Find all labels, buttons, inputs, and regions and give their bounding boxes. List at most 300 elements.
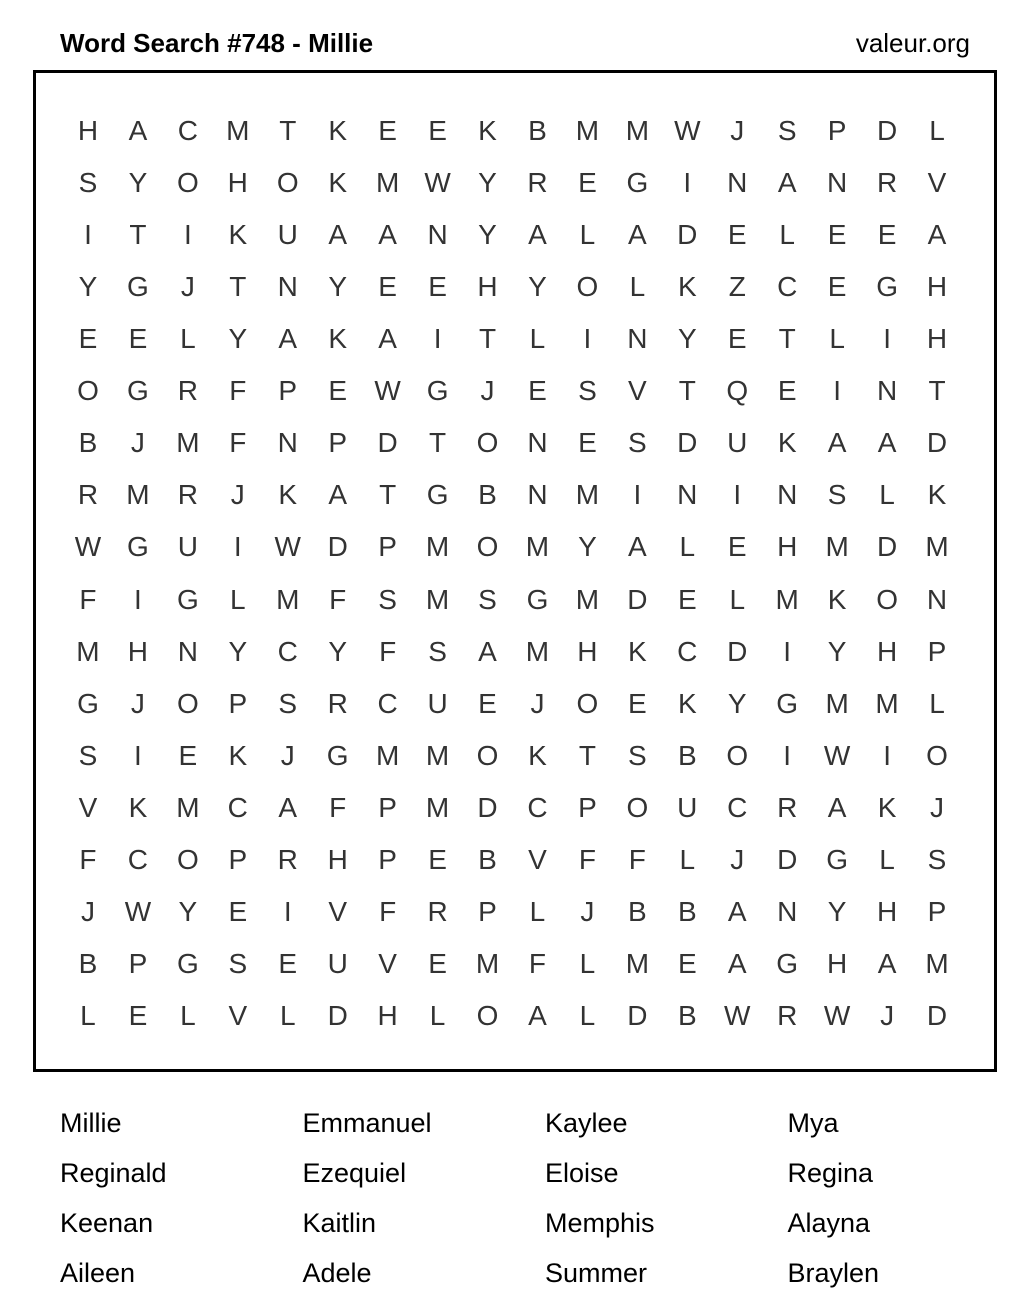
grid-letter: E (428, 843, 447, 875)
grid-letter: D (377, 427, 398, 459)
grid-letter: K (328, 167, 348, 199)
grid-letter: V (78, 791, 98, 823)
grid-letter: D (627, 583, 648, 615)
grid-letter: H (227, 167, 248, 199)
grid-letter: B (528, 115, 547, 147)
word-item: Braylen (787, 1257, 880, 1288)
grid-letter: H (327, 843, 348, 875)
grid-letter: P (228, 843, 248, 875)
grid-letter: K (228, 739, 248, 771)
grid-letter: D (926, 427, 948, 459)
grid-letter: Q (726, 375, 749, 407)
grid-letter: P (578, 791, 597, 823)
grid-letter: S (628, 739, 647, 771)
word-item: Alayna (787, 1207, 871, 1238)
word-item: Kaitlin (302, 1207, 377, 1238)
grid-letter: E (128, 999, 148, 1031)
grid-letter: T (229, 271, 247, 303)
grid-letter: Y (78, 271, 98, 303)
grid-letter: F (329, 583, 347, 615)
grid-letter: N (926, 583, 948, 615)
grid-letter: M (575, 583, 600, 615)
grid-letter: I (783, 635, 792, 667)
grid-letter: I (84, 219, 92, 251)
grid-letter: F (578, 843, 596, 875)
grid-letter: O (576, 271, 599, 303)
grid-letter: E (578, 427, 597, 459)
grid-letter: A (628, 219, 647, 251)
grid-letter: P (378, 843, 397, 875)
grid-letter: G (776, 687, 799, 719)
grid-letter: K (777, 427, 797, 459)
grid-letter: E (727, 219, 747, 251)
grid-letter: M (825, 687, 849, 719)
grid-letter: Y (328, 271, 348, 303)
grid-letter: J (130, 427, 145, 459)
grid-letter: M (76, 635, 100, 667)
grid-letter: S (628, 427, 647, 459)
grid-letter: O (176, 687, 199, 719)
grid-letter: P (378, 531, 397, 563)
puzzle-grid (33, 70, 997, 1072)
grid-letter: E (78, 323, 98, 355)
grid-letter: F (79, 583, 97, 615)
grid-letter: P (827, 115, 847, 147)
grid-letter: V (628, 375, 647, 407)
grid-letter: D (327, 999, 348, 1031)
grid-letter: K (128, 791, 148, 823)
grid-letter: J (480, 375, 495, 407)
grid-letter: K (528, 739, 547, 771)
grid-letter: U (677, 791, 698, 823)
grid-letter: L (779, 219, 795, 251)
grid-letter: M (775, 583, 799, 615)
grid-letter: M (425, 531, 450, 563)
grid-letter: C (377, 687, 398, 719)
grid-letter: S (927, 843, 947, 875)
grid-letter: L (729, 583, 746, 615)
grid-letter: K (927, 479, 947, 511)
grid-letter: A (827, 791, 847, 823)
grid-letter: N (527, 479, 548, 511)
grid-letter: M (226, 115, 250, 147)
word-item: Memphis (545, 1207, 655, 1238)
grid-letter: O (176, 843, 199, 875)
grid-letter: T (678, 375, 696, 407)
grid-letter: N (527, 427, 548, 459)
word-item: Mya (787, 1107, 839, 1138)
grid-letter: V (927, 167, 947, 199)
grid-letter: S (278, 687, 298, 719)
grid-letter: C (777, 271, 798, 303)
grid-letter: P (228, 687, 248, 719)
grid-letter: V (378, 947, 397, 979)
grid-letter: O (876, 583, 898, 615)
grid-letter: A (827, 427, 847, 459)
grid-letter: A (727, 895, 747, 927)
grid-letter: G (426, 375, 449, 407)
grid-letter: D (876, 531, 898, 563)
word-item: Keenan (60, 1207, 154, 1238)
grid-letter: O (726, 739, 749, 771)
grid-letter: I (583, 323, 592, 355)
grid-letter: A (727, 947, 747, 979)
grid-letter: G (776, 947, 799, 979)
grid-letter: E (628, 687, 647, 719)
grid-letter: G (876, 271, 898, 303)
grid-letter: E (378, 115, 397, 147)
grid-letter: N (277, 427, 298, 459)
grid-letter: I (433, 323, 442, 355)
grid-letter: M (475, 947, 500, 979)
grid-letter: G (176, 947, 199, 979)
grid-letter: W (724, 999, 751, 1031)
grid-letter: E (528, 375, 547, 407)
grid-letter: O (476, 427, 499, 459)
grid-letter: T (379, 479, 397, 511)
grid-letter: N (177, 635, 198, 667)
grid-letter: W (374, 375, 401, 407)
grid-letter: E (827, 271, 847, 303)
grid-letter: A (478, 635, 497, 667)
word-item: Emmanuel (302, 1107, 432, 1138)
grid-letter: V (528, 843, 547, 875)
grid-letter: M (375, 739, 400, 771)
grid-letter: J (180, 271, 195, 303)
grid-letter: A (378, 219, 397, 251)
grid-letter: F (379, 895, 397, 927)
grid-letter: O (276, 167, 299, 199)
grid-letter: E (677, 947, 697, 979)
grid-letter: J (530, 687, 545, 719)
grid-letter: M (625, 115, 650, 147)
grid-letter: C (527, 791, 548, 823)
grid-letter: Y (727, 687, 747, 719)
word-item: Ezequiel (302, 1157, 407, 1188)
grid-letter: B (478, 479, 497, 511)
grid-letter: G (127, 271, 149, 303)
grid-letter: H (876, 635, 898, 667)
grid-letter: A (278, 791, 298, 823)
grid-letter: D (677, 219, 698, 251)
grid-letter: C (227, 791, 248, 823)
word-item: Eloise (545, 1157, 619, 1188)
grid-letter: A (877, 427, 897, 459)
grid-letter: R (777, 791, 798, 823)
puzzle-grid-letters (63, 105, 962, 1042)
grid-letter: K (478, 115, 497, 147)
grid-letter: J (930, 791, 945, 823)
grid-letter: M (525, 531, 550, 563)
grid-letter: P (378, 791, 397, 823)
grid-letter: E (128, 323, 148, 355)
grid-letter: L (879, 843, 895, 875)
word-item: Reginald (60, 1157, 167, 1188)
grid-letter: H (577, 635, 598, 667)
grid-letter: F (79, 843, 97, 875)
grid-letter: M (425, 791, 450, 823)
grid-letter: P (278, 375, 298, 407)
grid-letter: E (727, 531, 747, 563)
grid-letter: R (327, 687, 348, 719)
grid-letter: Z (728, 271, 746, 303)
grid-letter: W (674, 115, 701, 147)
grid-letter: B (677, 895, 697, 927)
grid-letter: K (228, 219, 248, 251)
grid-letter: N (727, 167, 748, 199)
grid-letter: M (625, 947, 650, 979)
grid-letter: W (74, 531, 102, 563)
grid-letter: U (427, 687, 448, 719)
grid-letter: K (328, 115, 348, 147)
grid-letter: K (677, 271, 697, 303)
grid-letter: B (677, 739, 697, 771)
grid-letter: S (78, 167, 98, 199)
grid-letter: A (628, 531, 647, 563)
grid-letter: N (876, 375, 898, 407)
grid-letter: F (379, 635, 397, 667)
grid-letter: I (883, 739, 891, 771)
grid-letter: S (777, 115, 797, 147)
grid-letter: B (677, 999, 697, 1031)
grid-letter: M (925, 947, 949, 979)
grid-letter: Y (478, 167, 497, 199)
grid-letter: N (277, 271, 298, 303)
grid-letter: M (825, 531, 849, 563)
grid-letter: S (478, 583, 497, 615)
grid-letter: O (476, 999, 499, 1031)
grid-letter: J (730, 843, 745, 875)
grid-letter: R (876, 167, 898, 199)
word-item: Adele (302, 1257, 372, 1288)
grid-letter: Y (528, 271, 547, 303)
grid-letter: B (78, 427, 98, 459)
grid-letter: H (377, 999, 398, 1031)
grid-letter: S (378, 583, 397, 615)
grid-letter: D (727, 635, 748, 667)
grid-letter: O (626, 791, 649, 823)
word-list (60, 1098, 1030, 1298)
grid-letter: O (476, 531, 499, 563)
grid-letter: L (180, 999, 196, 1031)
grid-letter: H (777, 531, 798, 563)
grid-letter: M (276, 583, 300, 615)
grid-letter: L (579, 219, 596, 251)
grid-letter: L (929, 687, 945, 719)
grid-letter: D (777, 843, 798, 875)
grid-letter: L (429, 999, 446, 1031)
grid-letter: O (926, 739, 948, 771)
grid-letter: C (277, 635, 298, 667)
grid-letter: I (733, 479, 742, 511)
grid-letter: E (827, 219, 847, 251)
grid-letter: E (428, 115, 447, 147)
grid-letter: O (576, 687, 599, 719)
grid-letter: M (126, 479, 150, 511)
grid-letter: C (127, 843, 149, 875)
grid-letter: L (879, 479, 895, 511)
grid-letter: K (628, 635, 647, 667)
grid-letter: L (679, 531, 696, 563)
grid-letter: D (876, 115, 898, 147)
grid-letter: H (876, 895, 898, 927)
grid-letter: M (176, 791, 200, 823)
grid-letter: L (829, 323, 845, 355)
grid-letter: B (78, 947, 98, 979)
grid-letter: V (328, 895, 348, 927)
grid-letter: M (375, 167, 400, 199)
grid-letter: S (78, 739, 98, 771)
grid-letter: L (679, 843, 696, 875)
grid-letter: U (327, 947, 348, 979)
grid-letter: N (427, 219, 448, 251)
grid-letter: A (528, 219, 547, 251)
grid-letter: R (277, 843, 298, 875)
grid-letter: H (827, 947, 848, 979)
grid-letter: M (525, 635, 550, 667)
grid-letter: A (328, 479, 348, 511)
grid-letter: K (328, 323, 348, 355)
grid-letter: Y (827, 635, 847, 667)
grid-letter: N (677, 479, 698, 511)
grid-letter: M (925, 531, 949, 563)
grid-letter: J (280, 739, 295, 771)
grid-letter: M (875, 687, 899, 719)
grid-letter: R (177, 479, 198, 511)
grid-letter: G (326, 739, 349, 771)
grid-letter: K (827, 583, 847, 615)
grid-letter: P (927, 635, 947, 667)
grid-letter: I (183, 219, 192, 251)
grid-letter: N (777, 895, 798, 927)
grid-letter: H (127, 635, 149, 667)
grid-letter: I (134, 583, 142, 615)
grid-letter: I (883, 323, 891, 355)
grid-letter: S (428, 635, 447, 667)
grid-letter: W (823, 739, 851, 771)
grid-letter: F (329, 791, 347, 823)
grid-letter: P (128, 947, 148, 979)
grid-letter: G (826, 843, 849, 875)
grid-letter: T (928, 375, 946, 407)
grid-letter: M (425, 583, 450, 615)
grid-letter: L (180, 323, 196, 355)
grid-letter: B (628, 895, 647, 927)
grid-letter: S (827, 479, 847, 511)
grid-letter: Y (677, 323, 697, 355)
grid-letter: Y (228, 635, 248, 667)
grid-letter: T (578, 739, 596, 771)
grid-letter: R (527, 167, 548, 199)
word-item: Aileen (60, 1257, 136, 1288)
grid-letter: I (833, 375, 842, 407)
grid-letter: P (478, 895, 497, 927)
grid-letter: J (880, 999, 895, 1031)
grid-letter: C (177, 115, 198, 147)
grid-letter: G (77, 687, 99, 719)
grid-letter: L (529, 895, 546, 927)
grid-letter: L (579, 999, 596, 1031)
grid-letter: W (274, 531, 301, 563)
grid-letter: J (80, 895, 95, 927)
grid-letter: N (627, 323, 648, 355)
grid-letter: M (575, 479, 600, 511)
grid-letter: S (578, 375, 597, 407)
grid-letter: M (176, 427, 200, 459)
grid-letter: A (278, 323, 298, 355)
grid-letter: K (677, 687, 697, 719)
grid-letter: E (578, 167, 597, 199)
grid-letter: K (278, 479, 298, 511)
grid-letter: N (777, 479, 798, 511)
grid-letter: V (228, 999, 248, 1031)
grid-letter: S (228, 947, 248, 979)
grid-letter: G (127, 531, 149, 563)
grid-letter: E (428, 271, 447, 303)
grid-letter: O (176, 167, 199, 199)
grid-letter: E (478, 687, 497, 719)
grid-letter: D (926, 999, 948, 1031)
grid-letter: N (827, 167, 848, 199)
grid-letter: A (528, 999, 547, 1031)
word-item: Summer (545, 1257, 648, 1288)
grid-letter: E (178, 739, 198, 771)
grid-letter: C (677, 635, 698, 667)
grid-letter: T (478, 323, 497, 355)
grid-letter: C (727, 791, 748, 823)
grid-letter: B (478, 843, 497, 875)
grid-letter: E (328, 375, 348, 407)
puzzle-title: Word Search #748 - Millie (60, 28, 374, 58)
grid-letter: T (778, 323, 796, 355)
page-header (60, 28, 970, 58)
grid-letter: U (727, 427, 748, 459)
word-item: Regina (787, 1157, 874, 1188)
grid-letter: F (528, 947, 547, 979)
grid-letter: Y (578, 531, 597, 563)
grid-letter: K (877, 791, 897, 823)
grid-letter: O (476, 739, 499, 771)
grid-letter: A (927, 219, 947, 251)
grid-letter: M (425, 739, 450, 771)
grid-letter: T (279, 115, 297, 147)
grid-letter: F (628, 843, 646, 875)
grid-letter: I (633, 479, 642, 511)
grid-letter: A (777, 167, 797, 199)
grid-letter: A (328, 219, 348, 251)
grid-letter: L (629, 271, 646, 303)
grid-letter: J (230, 479, 245, 511)
grid-letter: Y (228, 323, 248, 355)
grid-letter: J (130, 687, 145, 719)
grid-letter: U (277, 219, 298, 251)
grid-letter: H (77, 115, 99, 147)
grid-letter: I (134, 739, 142, 771)
grid-letter: F (229, 427, 247, 459)
grid-letter: Y (128, 167, 148, 199)
grid-letter: L (579, 947, 596, 979)
word-item: Millie (60, 1107, 122, 1138)
grid-letter: W (124, 895, 152, 927)
grid-letter: I (283, 895, 292, 927)
grid-letter: J (580, 895, 595, 927)
grid-letter: I (233, 531, 242, 563)
grid-letter: Y (178, 895, 198, 927)
grid-letter: R (77, 479, 99, 511)
grid-letter: E (428, 947, 447, 979)
grid-letter: G (626, 167, 649, 199)
grid-letter: J (730, 115, 745, 147)
